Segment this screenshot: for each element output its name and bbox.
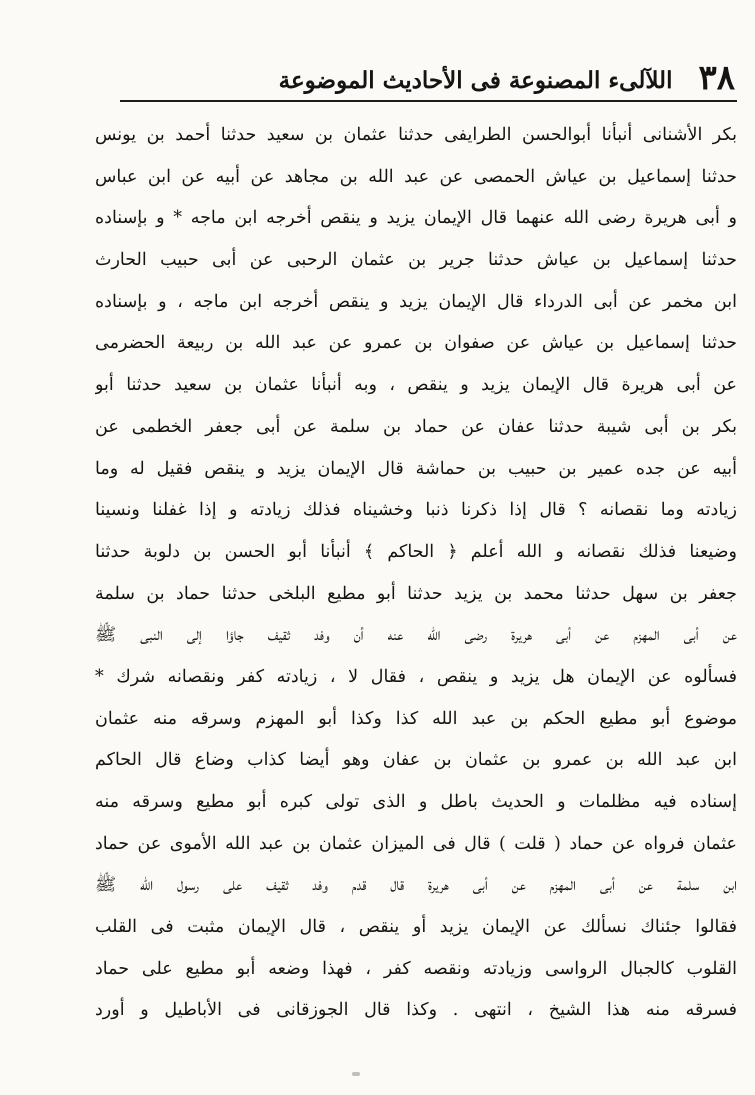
text-line: بكر بن أبى شيبة حدثنا عفان عن حماد بن سلمة عن أبى جعفر الخطمى عن — [95, 416, 737, 437]
text-line: جعفر بن سهل حدثنا محمد بن يزيد حدثنا أبو مطيع البلخى حدثنا حماد بن سلمة — [95, 583, 737, 604]
text-line: فقالوا جئناك نسألك عن الإيمان يزيد أو ينقص ، قال الإيمان مثبت فى القلب — [95, 917, 737, 938]
text-line: إسناده فيه مظلمات و الحديث باطل و الذى تولى كبره أبو مطيع وسرقه منه — [95, 792, 737, 812]
text-line: بكر الأشنانى أنبأنا أبوالحسن الطرايفى حدثنا عثمان بن سعيد حدثنا أحمد بن يونس — [95, 125, 737, 145]
text-line: و أبى هريرة رضى الله عنهما قال الإيمان يزيد و ينقص أخرجه ابن ماجه * و بإسناده — [95, 208, 737, 229]
text-line: حدثنا إسماعيل بن عياش الحمصى عن عبد الله بن مجاهد عن أبيه عن ابن عباس — [95, 166, 737, 187]
text-line: فسرقه منه هذا الشيخ ، انتهى . وكذا قال الجوزقانى فى الأباطيل و أورد — [95, 1000, 737, 1021]
page-number: ٣٨ — [698, 58, 735, 98]
text-line: عن أبى هريرة قال الإيمان يزيد و ينقص ، وبه أنبأنا عثمان بن سعيد حدثنا أبو — [95, 375, 737, 396]
text-line: فسألوه عن الإيمان هل يزيد و ينقص ، فقال لا ، زيادته كفر ونقصانه شرك * — [95, 666, 737, 687]
text-line: عثمان فرواه عن حماد ( قلت ) قال فى الميزان عثمان بن عبد الله الأموى عن حماد — [95, 833, 737, 854]
text-line: وضيعنا فذلك نقصانه و الله أعلم ﴿ الحاكم ﴾ أنبأنا أبو الحسن بن دلوبة حدثنا — [95, 541, 737, 562]
text-line: ابن عبد الله بن عمرو بن عثمان بن عفان وهو أيضا كذاب وضاع قال الحاكم — [95, 750, 737, 771]
text-line: أبيه عن جده عمير بن حبيب بن حماشة قال الإيمان يزيد و ينقص فقيل له وما — [95, 458, 737, 479]
text-line: حدثنا إسماعيل بن عياش عن صفوان بن عمرو عن عبد الله بن ربيعة الحضرمى — [95, 333, 737, 354]
header-rule — [120, 100, 737, 102]
text-line: القلوب كالجبال الرواسى وزيادته ونقصه كفر ، فهذا وضعه أبو مطيع على حماد — [95, 958, 737, 979]
book-title: اللآلىء المصنوعة فى الأحاديث الموضوعة — [278, 67, 673, 94]
running-header — [125, 58, 735, 98]
text-line: ابن مخمر عن أبى الدرداء قال الإيمان يزيد و ينقص أخرجه ابن ماجه ، و بإسناده — [95, 291, 737, 312]
page-speck — [352, 1072, 360, 1076]
text-line: موضوع أبو مطيع الحكم بن عبد الله كذا وكذا أبو المهزم وسرقه منه عثمان — [95, 708, 737, 729]
text-line: ابن سلمة عن أبى المهزم عن أبى هريرة قال قدم وفد ثقيف على رسول الله ﷺ — [95, 875, 737, 896]
text-line: زيادته وما نقصانه ؟ قال إذا ذكرنا ذنبا وخشيناه فذلك زيادته و إذا غفلنا ونسينا — [95, 500, 737, 521]
text-line: حدثنا إسماعيل بن عياش حدثنا جرير بن عثمان الرحبى عن أبى حبيب الحارث — [95, 250, 737, 271]
text-line: عن أبى المهزم عن أبى هريرة رضى الله عنه أن وفد ثقيف جاؤا إلى النبى ﷺ — [95, 625, 737, 646]
main-text — [95, 115, 737, 1032]
